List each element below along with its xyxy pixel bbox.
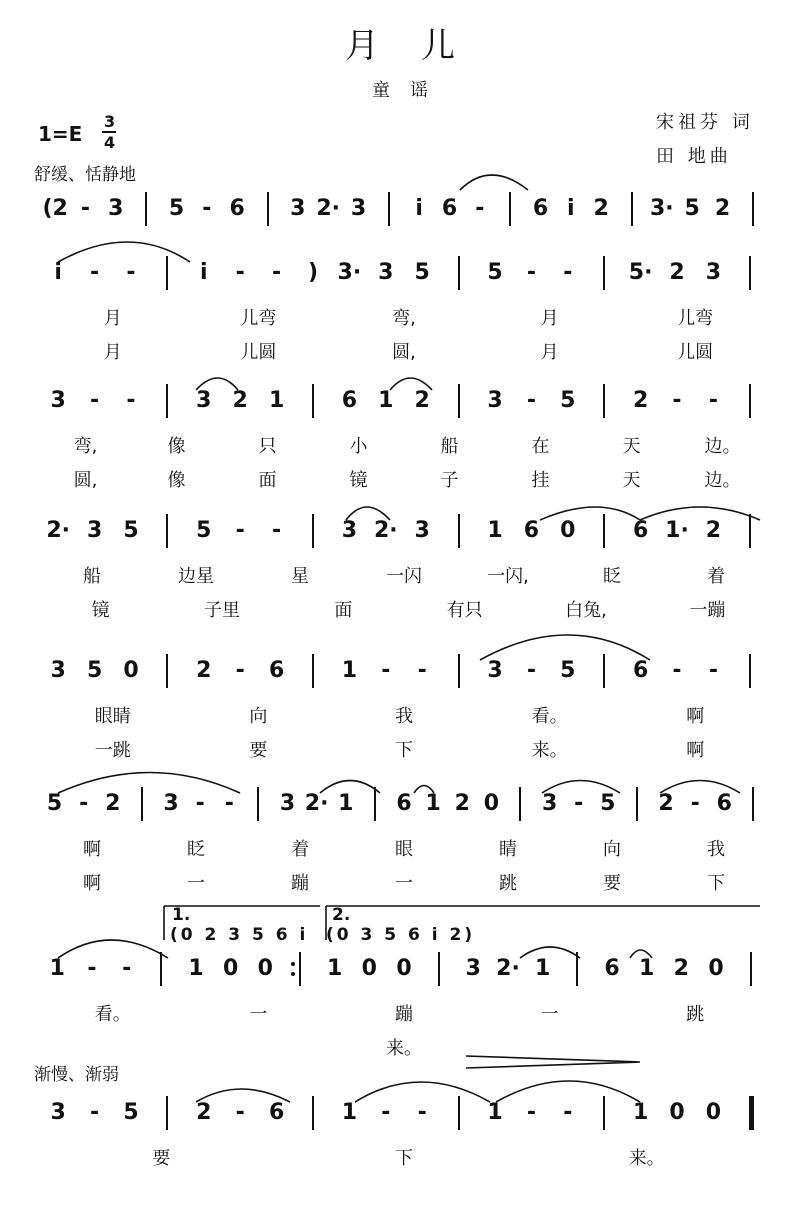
lyric-verse-2: 一	[187, 873, 205, 894]
lyric-verse-1: 儿弯	[240, 308, 277, 329]
note: 5·	[628, 260, 653, 285]
lyric-verse-1: 睛	[499, 839, 517, 860]
composer-credit: 田 地曲	[656, 146, 732, 167]
slur	[460, 175, 528, 190]
note: 5	[487, 260, 503, 285]
note: 0	[560, 518, 576, 543]
lyric-verse-1: 跳	[686, 1004, 705, 1025]
tempo-marking-end: 渐慢、渐弱	[34, 1065, 119, 1085]
note: 3	[341, 518, 358, 543]
note: 6	[632, 658, 649, 683]
note: 2	[196, 658, 212, 683]
note: 6	[632, 518, 649, 543]
barline	[257, 787, 259, 821]
note: 1	[49, 956, 65, 981]
note: 2·	[304, 791, 329, 816]
note: 2	[232, 388, 248, 413]
note: 1	[535, 956, 551, 981]
lyric-verse-2: 面	[258, 470, 277, 491]
barline	[160, 952, 162, 986]
note: 5	[414, 260, 430, 285]
note: 6	[604, 956, 620, 981]
note: 3	[290, 196, 306, 221]
barline	[166, 384, 168, 418]
lyric-verse-2: 下	[395, 740, 413, 761]
note: 2·	[316, 196, 340, 221]
note: )	[307, 260, 319, 285]
lyric-verse-1: 眨	[187, 839, 205, 860]
repeat-dot	[291, 972, 295, 976]
note: -	[126, 388, 136, 413]
lyric-verse-1: 天	[622, 436, 641, 457]
lyric-verse-2: 要	[249, 740, 268, 761]
lyric-verse-2: 蹦	[291, 873, 309, 894]
slur	[58, 242, 190, 262]
slur	[520, 947, 580, 958]
note: 6	[229, 196, 245, 221]
decrescendo-hairpin	[466, 1056, 640, 1068]
note: 2	[593, 196, 609, 221]
note: 2	[632, 388, 649, 413]
lyric-verse-2: 挂	[531, 470, 550, 491]
note: -	[381, 658, 391, 683]
note: -	[708, 658, 718, 683]
note: 1	[341, 658, 358, 683]
note: 2	[714, 196, 731, 221]
note: -	[672, 658, 682, 683]
note: 6	[441, 196, 458, 221]
lyric-verse-1: 向	[249, 706, 268, 727]
lyric-verse-1: 我	[395, 706, 413, 727]
barline	[458, 256, 460, 290]
barline	[299, 952, 301, 986]
barline	[141, 787, 143, 821]
note: i	[415, 196, 423, 221]
barline	[603, 1096, 605, 1130]
note: -	[272, 260, 282, 285]
lyric-verse-2: 一蹦	[689, 600, 726, 621]
note: 2	[669, 260, 685, 285]
note: -	[202, 196, 212, 221]
note: 0	[669, 1100, 685, 1125]
ending-2-intro: (0 3 5 6 i 2)	[326, 925, 476, 945]
note: 3·	[649, 196, 674, 221]
note: 0	[257, 956, 273, 981]
lyric-verse-2: 下	[707, 873, 725, 894]
note: 1	[487, 518, 503, 543]
note: -	[417, 658, 427, 683]
note: -	[235, 260, 245, 285]
note: 3	[487, 658, 503, 683]
note: 1	[341, 1100, 358, 1125]
note: -	[272, 518, 282, 543]
barline	[166, 1096, 168, 1130]
note: 2	[454, 791, 470, 816]
note: 2	[414, 388, 430, 413]
note: 1	[268, 388, 285, 413]
note: 0	[223, 956, 239, 981]
barline	[749, 1096, 754, 1130]
note: -	[235, 658, 245, 683]
ending-2-label: 2.	[332, 905, 351, 925]
note: -	[563, 260, 573, 285]
barline	[603, 654, 605, 688]
barline	[752, 787, 754, 821]
note: 3	[50, 388, 66, 413]
note: -	[526, 658, 536, 683]
note: 2	[673, 956, 689, 981]
note: 5	[123, 518, 139, 543]
lyric-verse-2: 白兔,	[565, 600, 607, 621]
note: -	[574, 791, 584, 816]
lyric-verse-1: 一闪,	[487, 566, 529, 587]
lyric-verse-2: 圆,	[392, 342, 416, 363]
barline	[388, 192, 390, 226]
note: 3	[350, 196, 367, 221]
note: 0	[396, 956, 412, 981]
note: 1	[425, 791, 441, 816]
lyric-verse-1: 小	[349, 436, 368, 457]
lyric-verse-2: 镜	[91, 600, 110, 621]
barline	[312, 654, 314, 688]
note: -	[224, 791, 234, 816]
note: 3	[465, 956, 481, 981]
barline	[458, 1096, 460, 1130]
barline	[145, 192, 147, 226]
note: 6	[523, 518, 540, 543]
note: -	[87, 956, 97, 981]
lyric-verse-1: 只	[258, 436, 277, 457]
lyric-verse-2: 边。	[704, 470, 741, 491]
note: -	[79, 791, 89, 816]
lyric-verse-1: 像	[167, 436, 186, 457]
slur	[355, 1082, 490, 1102]
slur	[58, 940, 168, 958]
lyric-verse-2: 要	[603, 873, 621, 894]
note: 0	[123, 658, 139, 683]
lyric-verse-1: 眼睛	[94, 706, 131, 727]
note: -	[90, 1100, 100, 1125]
lyric-verse-1: 着	[291, 839, 309, 860]
barline	[519, 787, 521, 821]
barline	[438, 952, 440, 986]
time-signature-bottom: 4	[104, 133, 116, 152]
lyric-verse-2: 镜	[349, 470, 368, 491]
lyric-verse-1: 月	[103, 308, 122, 329]
lyric-verse-2: 儿圆	[240, 342, 277, 363]
lyric-verse-2: 圆,	[73, 470, 98, 491]
lyric-verse-2: 像	[167, 470, 186, 491]
barline	[636, 787, 638, 821]
lyric-verse-1: 来。	[628, 1148, 665, 1169]
lyric-verse-1: 儿弯	[677, 308, 714, 329]
barline	[312, 514, 314, 548]
note: 3	[378, 260, 394, 285]
barline	[749, 654, 751, 688]
lyric-verse-2: 啊	[686, 740, 705, 761]
lyric-verse-2: 啊	[83, 873, 101, 894]
lyric-verse-2: 来。	[531, 740, 568, 761]
barline	[458, 654, 460, 688]
lyric-verse-2: 儿圆	[677, 342, 714, 363]
note: -	[526, 388, 536, 413]
lyric-verse-2: 面	[334, 600, 353, 621]
note: -	[122, 956, 132, 981]
lyric-verse-1: 啊	[686, 706, 705, 727]
lyric-verse-1: 边。	[704, 436, 741, 457]
lyric-verse-1: 月	[540, 308, 559, 329]
lyric-verse-1: 着	[707, 566, 725, 587]
note: 2	[705, 518, 722, 543]
note: 1	[639, 956, 655, 981]
note: 3	[50, 658, 66, 683]
ending-1-intro: (0 2 3 5 6 i	[170, 925, 309, 945]
barline	[267, 192, 269, 226]
lyric-verse-1: 一	[540, 1004, 559, 1025]
key-signature: 1=E	[38, 122, 83, 146]
note: 3	[541, 791, 558, 816]
note: 3	[163, 791, 179, 816]
barline	[631, 192, 633, 226]
lyric-verse-1: 一	[249, 1004, 268, 1025]
note: 1	[632, 1100, 649, 1125]
note: 6	[532, 196, 549, 221]
barline	[576, 952, 578, 986]
note: i	[54, 260, 62, 285]
note: 6	[268, 1100, 285, 1125]
note: -	[475, 196, 485, 221]
slur	[480, 635, 650, 660]
note: 6	[396, 791, 412, 816]
note: -	[708, 388, 718, 413]
lyric-verse-1: 看。	[531, 706, 568, 727]
barline	[749, 384, 751, 418]
note: 1	[378, 388, 394, 413]
note: 6	[268, 658, 285, 683]
note: 3	[108, 196, 124, 221]
lyric-verse-1: 蹦	[395, 1004, 413, 1025]
barline	[166, 654, 168, 688]
note: 3·	[337, 260, 362, 285]
note: -	[195, 791, 205, 816]
note: 0	[361, 956, 377, 981]
note: 5	[196, 518, 212, 543]
barline	[749, 514, 751, 548]
barline	[603, 256, 605, 290]
note: -	[690, 791, 700, 816]
note: 2	[658, 791, 674, 816]
note: -	[526, 1100, 536, 1125]
lyric-verse-1: 星	[291, 566, 309, 587]
lyric-verse-1: 弯,	[392, 308, 416, 329]
note: -	[80, 196, 91, 221]
ending-1-label: 1.	[172, 905, 191, 925]
slur	[540, 507, 640, 520]
lyricist-credit: 宋祖芬 词	[656, 112, 754, 133]
barline	[312, 384, 314, 418]
barline	[509, 192, 511, 226]
slur	[496, 1081, 640, 1102]
barline	[458, 384, 460, 418]
note: 1	[188, 956, 204, 981]
note: -	[126, 260, 136, 285]
lyric-verse-1: 眨	[603, 566, 621, 587]
note: -	[526, 260, 536, 285]
barline	[603, 384, 605, 418]
lyric-verse-1: 在	[531, 436, 550, 457]
lyric-verse-1: 向	[603, 839, 621, 860]
lyric-verse-1: 要	[152, 1148, 171, 1169]
lyric-verse-1: 啊	[83, 839, 101, 860]
repeat-dot	[291, 962, 295, 966]
lyric-verse-1: 边星	[178, 566, 214, 587]
slur	[58, 773, 240, 794]
note: (2	[42, 196, 68, 221]
note: -	[90, 388, 100, 413]
note: 3	[487, 388, 503, 413]
lyric-verse-2: 跳	[499, 873, 517, 894]
note: 5	[600, 791, 616, 816]
note: 2	[196, 1100, 212, 1125]
barline	[374, 787, 376, 821]
lyric-verse-1: 一闪	[386, 566, 422, 587]
note: 3	[50, 1100, 66, 1125]
note: 0	[705, 1100, 722, 1125]
note: 2·	[373, 518, 398, 543]
note: 6	[341, 388, 358, 413]
song-title: 月儿	[345, 26, 497, 66]
lyric-verse-2: 有只	[446, 600, 483, 621]
tempo-marking: 舒缓、恬静地	[34, 165, 136, 185]
lyric-verse-2: 子	[440, 470, 459, 491]
barline	[749, 256, 751, 290]
note: 2·	[496, 956, 520, 981]
note: -	[90, 260, 100, 285]
song-subtitle: 童谣	[372, 80, 448, 101]
lyric-verse-2: 天	[622, 470, 641, 491]
lyric-verse-2: 月	[540, 342, 559, 363]
lyric-verse-1: 船	[440, 436, 459, 457]
note: i	[200, 260, 208, 285]
barline	[166, 514, 168, 548]
lyric-verse-1: 我	[707, 839, 725, 860]
note: -	[235, 518, 245, 543]
note: 3	[86, 518, 103, 543]
note: -	[235, 1100, 245, 1125]
note: 1	[338, 791, 354, 816]
barline	[312, 1096, 314, 1130]
note: 5	[560, 658, 576, 683]
lyric-verse-2: 月	[103, 342, 122, 363]
slur	[640, 507, 760, 520]
note: 5	[86, 658, 103, 683]
note: -	[381, 1100, 391, 1125]
note: -	[417, 1100, 427, 1125]
barline	[603, 514, 605, 548]
lyric-verse-1: 眼	[395, 839, 413, 860]
note: -	[672, 388, 682, 413]
note: 3	[196, 388, 212, 413]
note: 5	[684, 196, 700, 221]
note: 0	[483, 791, 500, 816]
lyric-verse-1: 下	[395, 1148, 413, 1169]
barline	[166, 256, 168, 290]
time-signature-top: 3	[104, 112, 116, 131]
lyric-verse-2: 子里	[204, 600, 240, 621]
note: 3	[414, 518, 430, 543]
note: i	[567, 196, 575, 221]
barline	[458, 514, 460, 548]
barline	[750, 952, 752, 986]
note: -	[563, 1100, 573, 1125]
note: 5	[123, 1100, 139, 1125]
lyric-verse-1: 看。	[94, 1004, 131, 1025]
note: 5	[46, 791, 63, 816]
barline	[752, 192, 754, 226]
lyric-verse-2: 一跳	[94, 740, 131, 761]
note: 6	[716, 791, 732, 816]
note: 3	[705, 260, 722, 285]
note: 2·	[46, 518, 71, 543]
note: 5	[560, 388, 576, 413]
note: 0	[708, 956, 724, 981]
note: 2	[105, 791, 121, 816]
lyric-verse-1: 弯,	[73, 436, 98, 457]
note: 3	[279, 791, 296, 816]
note: 1·	[665, 518, 689, 543]
lyric-verse-2: 来。	[386, 1038, 422, 1059]
note: 1	[327, 956, 343, 981]
note: 1	[487, 1100, 503, 1125]
lyric-verse-2: 一	[395, 873, 413, 894]
lyric-verse-1: 船	[83, 566, 101, 587]
note: 5	[168, 196, 185, 221]
